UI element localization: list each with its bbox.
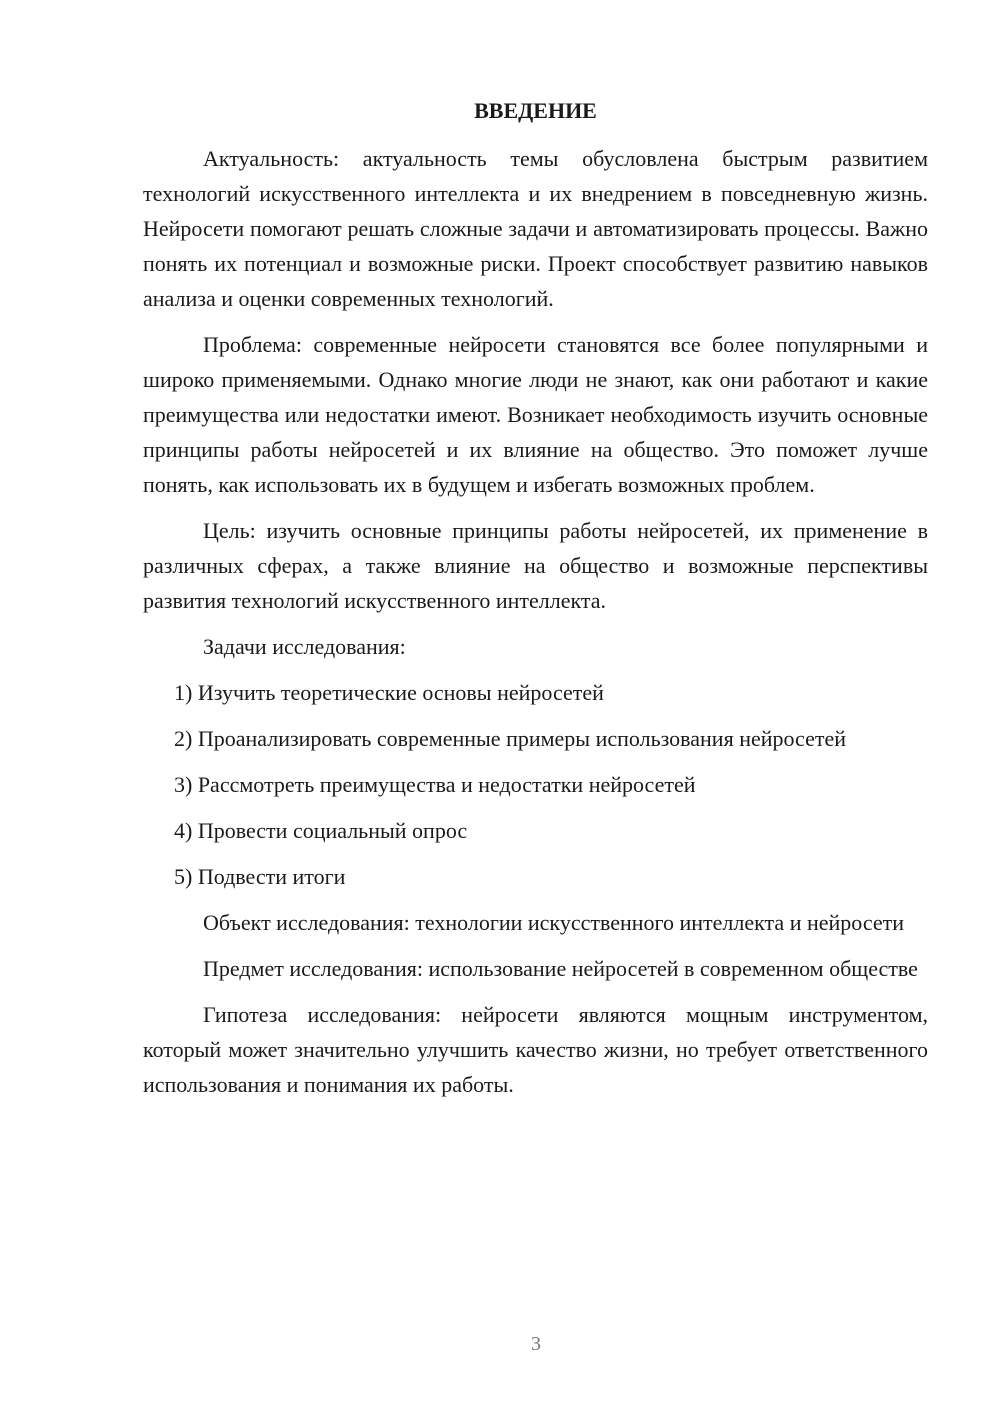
page-content: [143, 96, 928, 1113]
task-item-1: 1) Изучить теоретические основы нейросетей: [174, 680, 604, 705]
task-item-4: 4) Провести социальный опрос: [174, 818, 468, 843]
relevance-paragraph: Актуальность: актуальность темы обусловлена быстрым развитием технологий искусственного интеллекта и их внедрением в повседневную жизнь. Нейросети помогают решать сложные задачи и автоматизировать процессы. Важно понять их потенциал и возможные риски. Проект способствует развитию навыков анализа и оценки современных технологий.: [143, 146, 928, 311]
task-item-2: 2) Проанализировать современные примеры использования нейросетей: [174, 726, 847, 751]
task-item-3: 3) Рассмотреть преимущества и недостатки нейросетей: [174, 772, 696, 797]
section-heading: ВВЕДЕНИЕ: [474, 98, 597, 123]
object-paragraph: Объект исследования: технологии искусственного интеллекта и нейросети: [203, 910, 905, 935]
tasks-title: Задачи исследования:: [203, 634, 406, 659]
subject-paragraph: Предмет исследования: использование нейросетей в современном обществе: [203, 956, 918, 981]
goal-paragraph: Цель: изучить основные принципы работы нейросетей, их применение в различных сферах, а также влияние на общество и возможные перспективы развития технологий искусственного интеллекта.: [143, 518, 928, 613]
task-item-5: 5) Подвести итоги: [174, 864, 346, 889]
hypothesis-paragraph: Гипотеза исследования: нейросети являются мощным инструментом, который может значительно улучшить качество жизни, но требует ответственного использования и понимания их работы.: [143, 1002, 928, 1097]
problem-paragraph: Проблема: современные нейросети становятся все более популярными и широко применяемыми. Однако многие люди не знают, как они работают и какие преимущества или недостатки имеют. Возникает необходимость изучить основные принципы работы нейросетей и их влияние на общество. Это поможет лучше понять, как использовать их в будущем и избегать возможных проблем.: [143, 332, 928, 497]
page-number: 3: [531, 1333, 541, 1355]
